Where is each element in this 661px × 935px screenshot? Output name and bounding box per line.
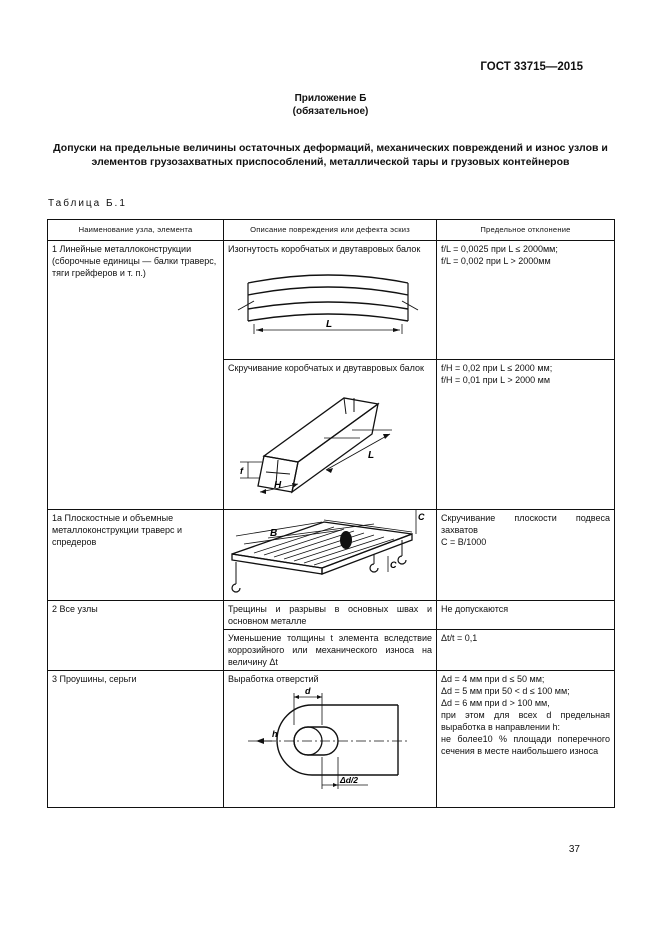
column-header: Описание повреждения или дефекта эскиз: [224, 220, 437, 241]
defect-cell: [224, 510, 437, 601]
row-name: 2 Все узлы: [48, 601, 224, 671]
table-row: [48, 510, 615, 601]
direction-label-h: h: [272, 729, 278, 739]
beam-twist-sketch: [228, 374, 433, 496]
defect-description: Скручивание коробчатых и двутавровых балок: [228, 363, 424, 373]
row-name: 1а Плоскостные и объемные металлоконструкции траверс и спредеров: [48, 510, 224, 601]
dimension-label-L: L: [326, 319, 333, 330]
defect-description: Выработка отверстий: [228, 674, 319, 684]
defect-description: Трещины и разрывы в основных швах и основном металле: [224, 601, 437, 630]
defect-description: Уменьшение толщины t элемента вследствие коррозийного или механического износа на величину Δt: [224, 630, 437, 671]
dimension-label-L: L: [368, 450, 375, 461]
main-title: Допуски на предельные величины остаточных деформаций, механических повреждений и износ узлов и элементов грузозахватных приспособлений, металлической тары и грузовых контейнеров: [53, 142, 608, 168]
limit-cell: Δt/t = 0,1: [437, 630, 615, 671]
eyelet-wear-sketch: [228, 685, 433, 803]
limit-line: Δd = 6 мм при d > 100 мм,: [441, 698, 550, 708]
dimension-label-d: d: [305, 686, 311, 696]
limit-cell: [437, 671, 615, 808]
limit-cell: Не допускаются: [437, 601, 615, 630]
limit-line: не более10 % площади поперечного сечения в месте наибольшего износа: [441, 734, 610, 756]
defect-description: Изогнутость коробчатых и двутавровых балок: [228, 244, 421, 254]
column-header: Предельное отклонение: [437, 220, 615, 241]
appendix-title: Приложение Б: [294, 93, 367, 104]
table-row: [48, 241, 615, 360]
page-number: 37: [568, 844, 580, 855]
tolerance-table: [47, 219, 615, 808]
dimension-label-B: B: [270, 528, 278, 539]
limit-line: Δd = 5 мм при 50 < d ≤ 100 мм;: [441, 686, 570, 696]
table-header-row: [48, 220, 615, 241]
column-header: Наименование узла, элемента: [48, 220, 224, 241]
defect-cell: [224, 671, 437, 808]
limit-cell: [437, 360, 615, 510]
appendix-heading: [48, 92, 613, 118]
dimension-label-C: C: [390, 560, 397, 570]
table-row: [48, 601, 615, 630]
limit-line: f/H = 0,02 при L ≤ 2000 мм;: [441, 363, 553, 373]
defect-cell: [224, 241, 437, 360]
standard-number: ГОСТ 33715—2015: [480, 61, 583, 73]
limit-cell: [437, 510, 615, 601]
limit-line: Скручивание плоскости подвеса захватов: [441, 513, 610, 535]
spreader-sketch: [224, 510, 434, 600]
limit-line: f/L = 0,002 при L > 2000мм: [441, 256, 551, 266]
dimension-label-H: H: [274, 480, 282, 491]
defect-cell: [224, 360, 437, 510]
limit-line: Δd = 4 мм при d ≤ 50 мм;: [441, 674, 545, 684]
limit-line: f/L = 0,0025 при L ≤ 2000мм;: [441, 244, 558, 254]
limit-line: C = B/1000: [441, 537, 487, 547]
dimension-label-f: f: [240, 466, 243, 476]
limit-line: при этом для всех d предельная выработка в направлении h:: [441, 710, 610, 732]
row-name: 1 Линейные металлоконструкции (сборочные единицы — балки траверс, тяги грейферов и т. п.): [48, 241, 224, 510]
beam-bend-sketch: [228, 255, 433, 347]
dimension-label-C: C: [418, 512, 425, 522]
dimension-label-delta-d: Δd/2: [340, 775, 358, 785]
appendix-status: (обязательное): [292, 106, 369, 117]
limit-line: f/H = 0,01 при L > 2000 мм: [441, 375, 551, 385]
table-row: [48, 671, 615, 808]
limit-cell: [437, 241, 615, 360]
row-name: 3 Проушины, серьги: [48, 671, 224, 808]
table-caption: Таблица Б.1: [48, 198, 127, 209]
